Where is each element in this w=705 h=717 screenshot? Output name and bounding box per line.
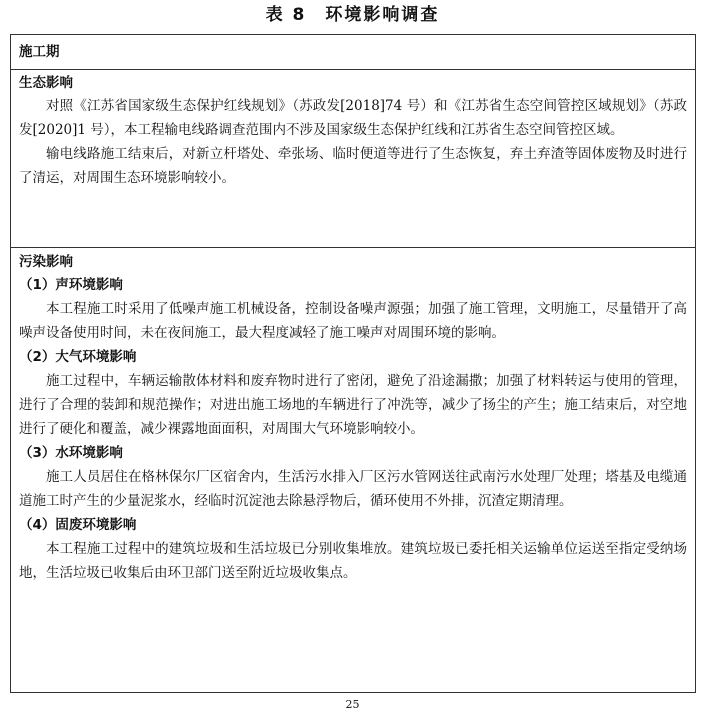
air-section-text: 施工过程中，车辆运输散体材料和废弃物时进行了密闭，避免了沿途漏撒；加强了材料转运与使用的管理，进行了合理的装卸和规范操作；对进出施工场地的车辆进行了冲洗等，减少了扬尘的产生；施工结束后，对空地进行了硬化和覆盖，减少裸露地面面积，对周围大气环境影响较小。 xyxy=(19,373,687,437)
ecology-paragraph-1: 对照《江苏省国家级生态保护红线规划》（苏政发[2018]74 号）和《江苏省生态空间管控区域规划》（苏政发[2020]1 号），本工程输电线路调查范围内不涉及国家级生态保护红线和江苏省生态空间管控区域。 xyxy=(19,98,687,138)
table-title: 表 8 环境影响调查 xyxy=(265,5,440,25)
water-section-title: （3）水环境影响 xyxy=(19,445,123,461)
solid-waste-section-text: 本工程施工过程中的建筑垃圾和生活垃圾已分别收集堆放。建筑垃圾已委托相关运输单位运送至指定受纳场地，生活垃圾已收集后由环卫部门送至附近垃圾收集点。 xyxy=(19,541,687,581)
ecology-heading: 生态影响 xyxy=(19,75,73,91)
page-number: 25 xyxy=(345,698,360,711)
construction-period-label: 施工期 xyxy=(19,44,60,60)
water-section-text: 施工人员居住在格林保尔厂区宿舍内，生活污水排入厂区污水管网送往武南污水处理厂处理；塔基及电缆通道施工时产生的少量泥浆水，经临时沉淀池去除悬浮物后，循环使用不外排，沉渣定期清理。 xyxy=(19,469,687,509)
environment-impact-table xyxy=(10,34,696,693)
ecology-paragraph-2: 输电线路施工结束后，对新立杆塔处、牵张场、临时便道等进行了生态恢复，弃土弃渣等固体废物及时进行了清运，对周围生态环境影响较小。 xyxy=(19,146,687,186)
air-section-title: （2）大气环境影响 xyxy=(19,349,137,365)
pollution-row xyxy=(11,247,695,693)
construction-period-row xyxy=(11,35,695,69)
pollution-heading: 污染影响 xyxy=(19,254,73,270)
ecology-row xyxy=(11,69,695,247)
solid-waste-section-title: （4）固废环境影响 xyxy=(19,517,137,533)
noise-section-text: 本工程施工时采用了低噪声施工机械设备，控制设备噪声源强；加强了施工管理，文明施工，尽量错开了高噪声设备使用时间，未在夜间施工，最大程度减轻了施工噪声对周围环境的影响。 xyxy=(19,301,687,341)
noise-section-title: （1）声环境影响 xyxy=(19,277,123,293)
